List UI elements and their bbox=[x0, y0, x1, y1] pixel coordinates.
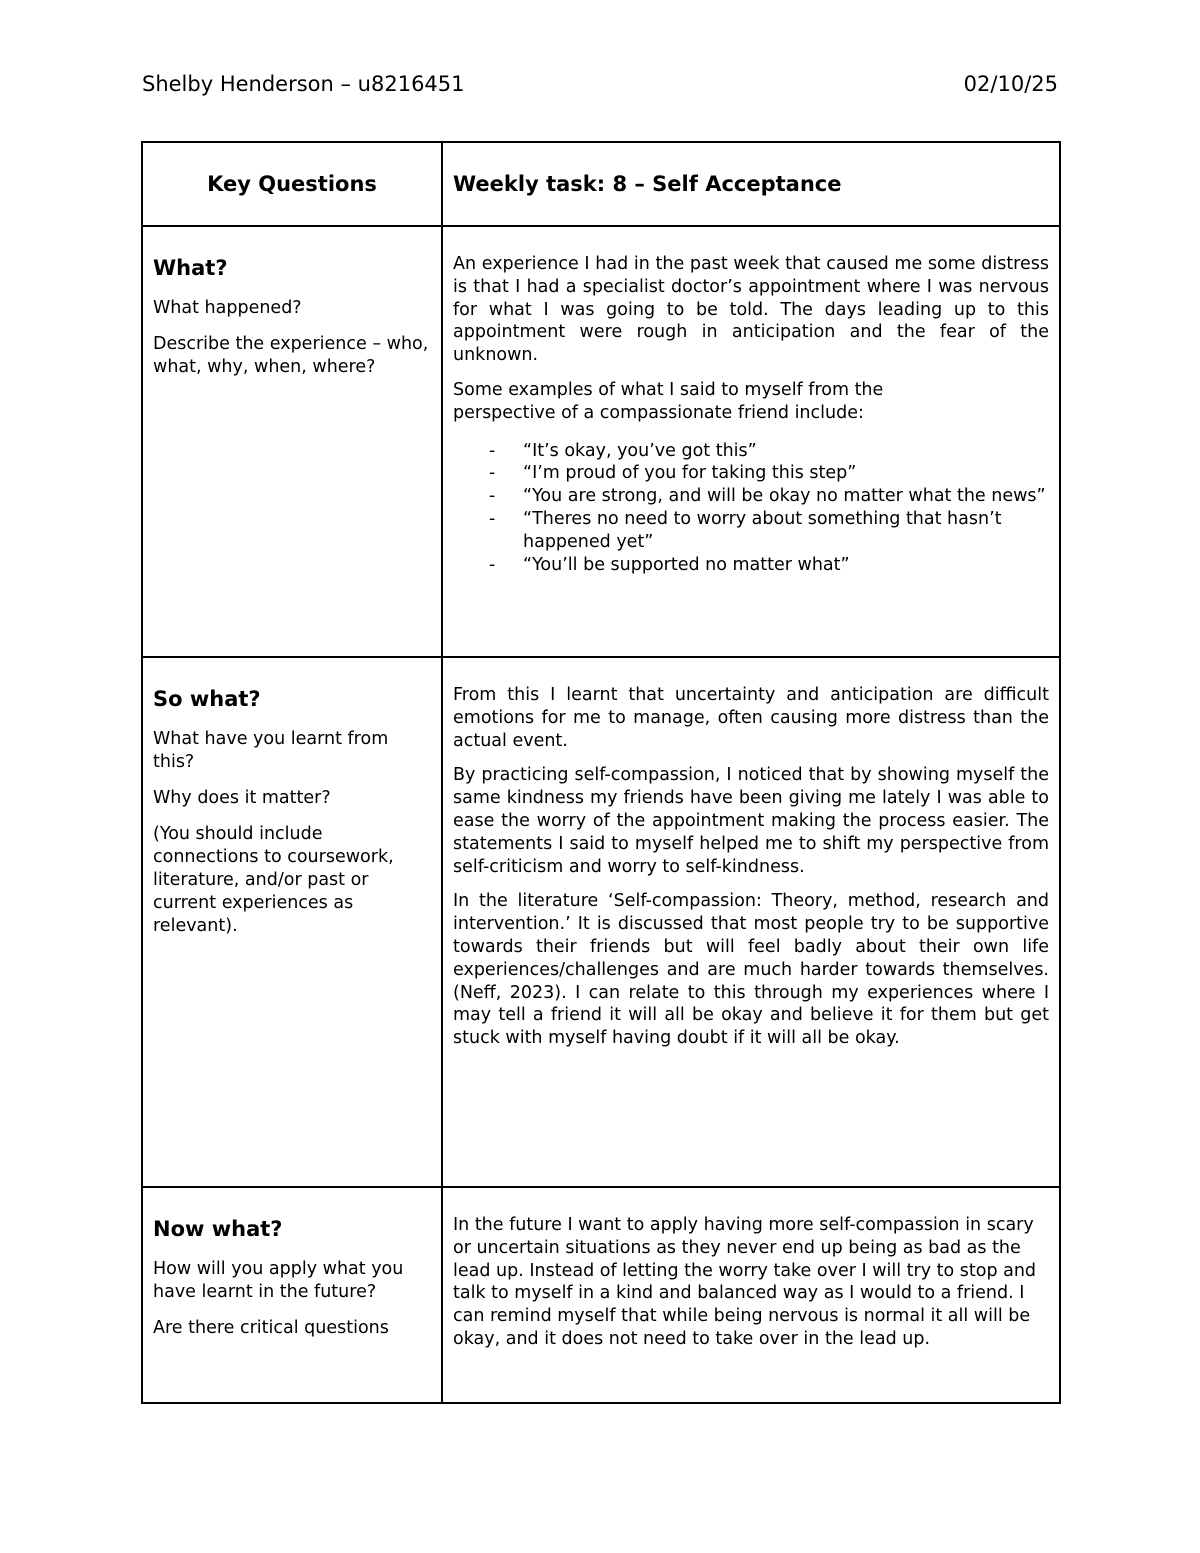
self-talk-quote: “I’m proud of you for taking this step” bbox=[523, 463, 857, 484]
so-what-questions-cell bbox=[142, 657, 442, 1187]
now-what-questions-cell bbox=[142, 1187, 442, 1403]
now-what-title: Now what? bbox=[153, 1217, 283, 1241]
dash-bullet: - bbox=[489, 486, 496, 507]
what-questions-cell bbox=[142, 226, 442, 657]
so-what-row bbox=[142, 657, 1060, 1187]
what-prompt: Describe the experience – who, what, why, when, where? bbox=[153, 334, 429, 377]
self-talk-list bbox=[453, 440, 1049, 577]
weekly-task-header: Weekly task: 8 – Self Acceptance bbox=[442, 142, 1060, 226]
self-talk-quote: “You are strong, and will be okay no matter what the news” bbox=[523, 486, 1046, 507]
now-what-paragraph: In the future I want to apply having more self-compassion in scary or uncertain situations as they never end up being as bad as the lead up. Instead of letting the worry take over I will try to stop and talk to myself in a kind and balanced way as I would to a friend. I can remind myself that while being nervous is normal it all will be okay, and it does not need to take over in the lead up. bbox=[453, 1215, 1037, 1349]
what-paragraph: An experience I had in the past week that caused me some distress is that I had a specialist doctor’s appointment where I was nervous for what I was going to be told. The days leading up to this appointment were rough in anticipation and the fear of the unknown. bbox=[453, 254, 1049, 366]
list-item bbox=[453, 485, 1049, 508]
table-header-row bbox=[142, 142, 1060, 226]
so-what-paragraph: By practicing self-compassion, I noticed that by showing myself the same kindness my friends have been giving me lately I was able to ease the worry of the appointment making the process easier. The statements I said to myself helped me to shift my perspective from self-criticism and worry to self-kindness. bbox=[453, 765, 1049, 877]
list-item bbox=[453, 554, 1049, 577]
now-what-prompt: Are there critical questions bbox=[153, 1318, 389, 1338]
dash-bullet: - bbox=[489, 554, 496, 575]
self-talk-quote: “You’ll be supported no matter what” bbox=[523, 554, 850, 575]
document-author-id: Shelby Henderson – u8216451 bbox=[142, 72, 465, 96]
what-prompt: What happened? bbox=[153, 298, 302, 318]
self-talk-quote: “It’s okay, you’ve got this” bbox=[523, 440, 757, 461]
so-what-paragraph: In the literature ‘Self-compassion: Theory, method, research and intervention.’ It is discussed that most people try to be supportive towards their friends but will feel badly about their own life experiences/challenges and are much harder towards themselves. (Neff, 2023). I can relate to this through my experiences where I may tell a friend it will all be okay and believe it for them but get stuck with myself having doubt if it will all be okay. bbox=[453, 891, 1049, 1049]
what-row bbox=[142, 226, 1060, 657]
now-what-prompt: How will you apply what you have learnt in the future? bbox=[153, 1259, 404, 1302]
list-item bbox=[453, 440, 1049, 463]
what-paragraph: Some examples of what I said to myself from the perspective of a compassionate friend include: bbox=[453, 379, 884, 423]
key-questions-header: Key Questions bbox=[142, 142, 442, 226]
now-what-row bbox=[142, 1187, 1060, 1403]
so-what-title: So what? bbox=[153, 687, 261, 711]
dash-bullet: - bbox=[489, 463, 496, 484]
so-what-paragraph: From this I learnt that uncertainty and anticipation are difficult emotions for me to manage, often causing more distress than the actual event. bbox=[453, 685, 1049, 751]
so-what-answer-cell bbox=[442, 657, 1060, 1187]
reflection-table bbox=[141, 141, 1061, 1404]
so-what-prompt: What have you learnt from this? bbox=[153, 729, 389, 772]
so-what-prompt: Why does it matter? bbox=[153, 788, 331, 808]
dash-bullet: - bbox=[489, 508, 496, 529]
now-what-answer-cell bbox=[442, 1187, 1060, 1403]
document-date: 02/10/25 bbox=[963, 72, 1058, 96]
list-item bbox=[453, 462, 1049, 485]
list-item bbox=[453, 508, 1049, 554]
what-answer-cell bbox=[442, 226, 1060, 657]
what-title: What? bbox=[153, 256, 228, 280]
dash-bullet: - bbox=[489, 440, 496, 461]
self-talk-quote: “Theres no need to worry about something that hasn’t happened yet” bbox=[523, 508, 1002, 552]
so-what-prompt: (You should include connections to coursework, literature, and/or past or current experiences as relevant). bbox=[153, 824, 394, 936]
